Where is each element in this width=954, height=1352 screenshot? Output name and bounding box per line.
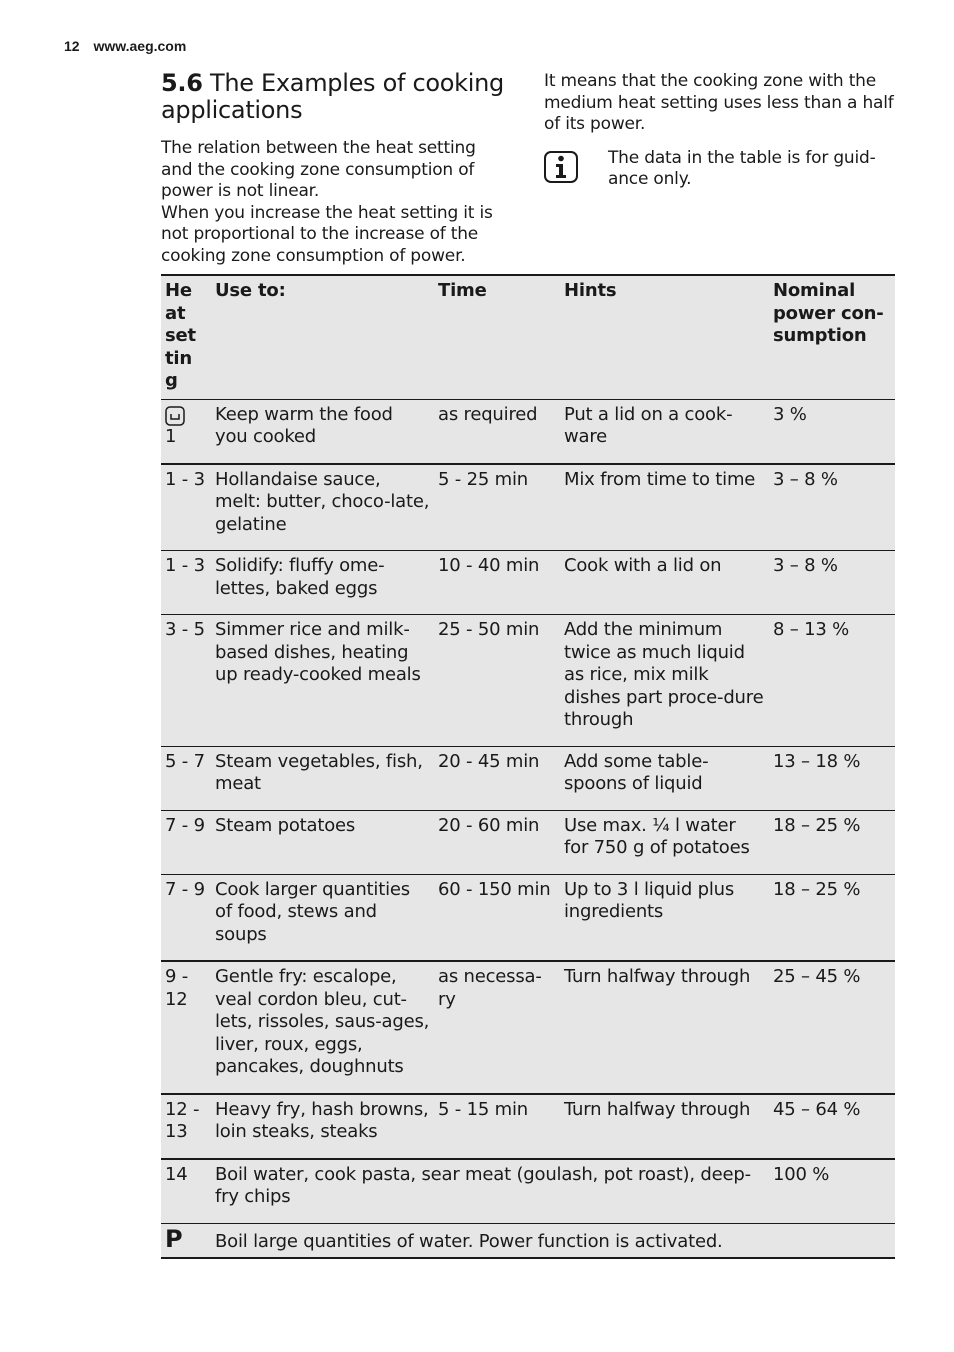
power-function-icon	[161, 1223, 211, 1258]
table-row	[161, 1094, 895, 1159]
header-heat-setting: Heat setting	[161, 275, 211, 399]
table-row	[161, 551, 895, 615]
power-p-glyph: P	[165, 1224, 183, 1253]
section-number: 5.6	[161, 69, 203, 97]
power-cell: 100 %	[769, 1159, 895, 1224]
header-time: Time	[434, 275, 560, 399]
section-title-text: The Examples of cooking applications	[161, 69, 504, 124]
power-cell: 45 – 64 %	[769, 1094, 895, 1159]
website-url: www.aeg.com	[93, 38, 187, 54]
time-cell: 10 - 40 min	[434, 551, 560, 615]
header-use: Use to:	[211, 275, 434, 399]
time-cell: 5 - 25 min	[434, 464, 560, 551]
section-title	[161, 70, 506, 124]
heat-cell: 9 - 12	[161, 961, 211, 1094]
use-cell: Heavy fry, hash browns, loin steaks, steaks	[211, 1094, 434, 1159]
table-row	[161, 874, 895, 961]
power-cell: 18 – 25 %	[769, 810, 895, 874]
hints-cell: Mix from time to time	[560, 464, 769, 551]
use-cell: Steam potatoes	[211, 810, 434, 874]
intro-paragraph-2: When you increase the heat setting it is not proportional to the increase of the cooking zone consumption of power.	[161, 202, 493, 266]
table-row	[161, 464, 895, 551]
heat-cell: 7 - 9	[161, 810, 211, 874]
time-cell: as required	[434, 399, 560, 464]
hints-cell: Up to 3 l liquid plus ingredients	[560, 874, 769, 961]
intro-paragraph-3: It means that the cooking zone with the medium heat setting uses less than a half of its power.	[544, 71, 894, 134]
time-cell: as necessa-ry	[434, 961, 560, 1094]
heat-cell: 14	[161, 1159, 211, 1224]
table-row	[161, 399, 895, 464]
hints-cell: Put a lid on a cook-ware	[560, 399, 769, 464]
heat-value: 1	[165, 425, 177, 447]
table-row	[161, 746, 895, 810]
heat-cell: 5 - 7	[161, 746, 211, 810]
hints-cell: Turn halfway through	[560, 961, 769, 1094]
hints-cell: Use max. ¼ l water for 750 g of potatoes	[560, 810, 769, 874]
use-cell: Cook larger quantities of food, stews and soups	[211, 874, 434, 961]
table-header-row	[161, 275, 895, 399]
table-row	[161, 615, 895, 747]
cooking-table	[161, 274, 895, 1259]
table-row	[161, 810, 895, 874]
table-row	[161, 961, 895, 1094]
power-cell: 8 – 13 %	[769, 615, 895, 747]
hints-cell: Cook with a lid on	[560, 551, 769, 615]
power-cell: 3 – 8 %	[769, 551, 895, 615]
intro-paragraph-1: The relation between the heat setting and the cooking zone consumption of power is not linear.	[161, 138, 476, 201]
info-note	[544, 148, 894, 191]
heat-cell: 12 - 13	[161, 1094, 211, 1159]
heat-cell: 1 - 3	[161, 464, 211, 551]
use-cell: Boil water, cook pasta, sear meat (goulash, pot roast), deep-fry chips	[211, 1159, 769, 1224]
hints-cell: Add some table-spoons of liquid	[560, 746, 769, 810]
hints-cell: Turn halfway through	[560, 1094, 769, 1159]
heat-cell: 7 - 9	[161, 874, 211, 961]
power-cell: 13 – 18 %	[769, 746, 895, 810]
page-number: 12	[64, 38, 80, 54]
page-header	[64, 38, 186, 54]
time-cell: 60 - 150 min	[434, 874, 560, 961]
time-cell: 25 - 50 min	[434, 615, 560, 747]
use-cell: Gentle fry: escalope, veal cordon bleu, cut-lets, rissoles, saus-ages, liver, roux, eggs, pancakes, doughnuts	[211, 961, 434, 1094]
power-cell: 25 – 45 %	[769, 961, 895, 1094]
use-cell: Boil large quantities of water. Power function is activated.	[211, 1223, 895, 1258]
header-hints: Hints	[560, 275, 769, 399]
use-cell: Solidify: fluffy ome-lettes, baked eggs	[211, 551, 434, 615]
left-column	[161, 70, 506, 267]
power-cell: 18 – 25 %	[769, 874, 895, 961]
time-cell: 5 - 15 min	[434, 1094, 560, 1159]
time-cell: 20 - 45 min	[434, 746, 560, 810]
heat-cell: 3 - 5	[161, 615, 211, 747]
table-row-14	[161, 1159, 895, 1224]
power-cell: 3 %	[769, 399, 895, 464]
power-cell: 3 – 8 %	[769, 464, 895, 551]
heat-cell	[161, 399, 211, 464]
table-row-power	[161, 1223, 895, 1258]
use-cell: Keep warm the food you cooked	[211, 399, 434, 464]
use-cell: Steam vegetables, fish, meat	[211, 746, 434, 810]
right-column	[544, 70, 894, 191]
header-power: Nominal power con-sumption	[769, 275, 895, 399]
keep-warm-icon	[165, 406, 185, 426]
use-cell: Hollandaise sauce, melt: butter, choco-late, gelatine	[211, 464, 434, 551]
heat-cell: 1 - 3	[161, 551, 211, 615]
info-note-text: The data in the table is for guid-ance only.	[608, 147, 876, 189]
use-cell: Simmer rice and milk-based dishes, heating up ready-cooked meals	[211, 615, 434, 747]
info-icon	[544, 151, 578, 183]
time-cell: 20 - 60 min	[434, 810, 560, 874]
hints-cell: Add the minimum twice as much liquid as rice, mix milk dishes part proce-dure through	[560, 615, 769, 747]
